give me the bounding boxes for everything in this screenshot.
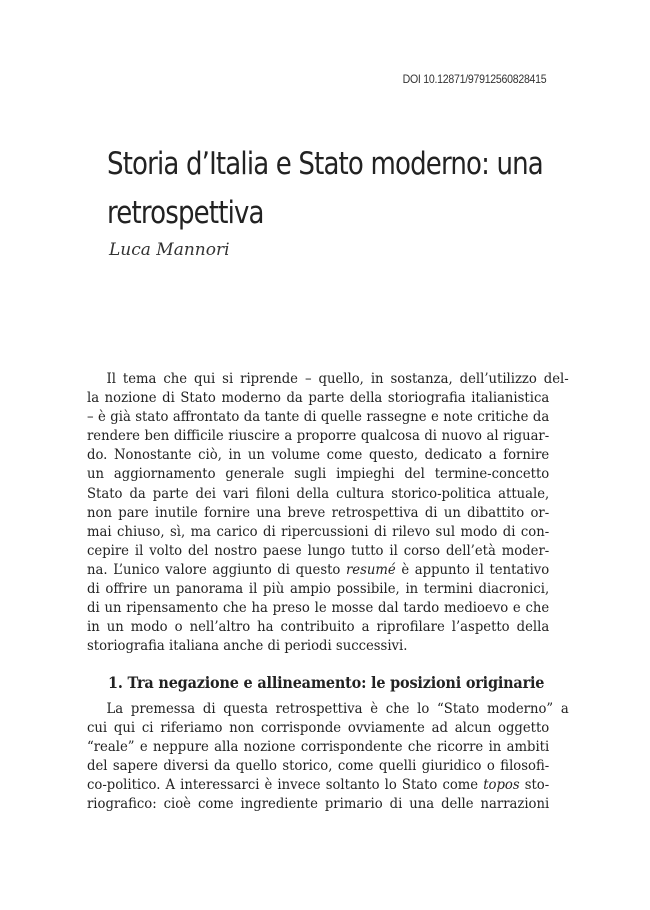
text-line: mai chiuso, sì, ma carico di ripercussioni di rilevo sul modo di con- (87, 523, 550, 540)
title-line-1: Storia d’Italia e Stato moderno: una (107, 146, 543, 182)
italic-term: resumé (345, 561, 396, 578)
text-line: del sapere diversi da quello storico, come quelli giuridico o filosofi- (87, 758, 550, 775)
text-segment: sto- (519, 777, 550, 794)
text-line: cui qui ci riferiamo non corrisponde ovviamente ad alcun oggetto (87, 720, 550, 737)
paragraph-intro (87, 370, 569, 656)
text-line: in un modo o nell’altro ha contribuito a riprofilare l’aspetto della (87, 619, 550, 636)
text-line: riografico: cioè come ingrediente primario di una delle narrazioni (87, 796, 550, 813)
italic-term: topos (483, 777, 520, 794)
doi-identifier: DOI 10.12871/97912560828415 (402, 72, 546, 86)
text-line: non pare inutile fornire una breve retrospettiva di un dibattito or- (87, 504, 550, 521)
text-line: do. Nonostante ciò, in un volume come questo, dedicato a fornire (87, 447, 550, 464)
text-line: – è già stato affrontato da tante di quelle rassegne e note critiche da (87, 409, 550, 426)
text-line: di un ripensamento che ha preso le mosse dal tardo medioevo e che (87, 600, 550, 617)
text-line: storiografia italiana anche di periodi successivi. (87, 638, 408, 655)
text-segment: co-politico. A interessarci è invece soltanto lo Stato come (87, 777, 484, 794)
text-line: un aggiornamento generale sugli impieghi del termine-concetto (87, 466, 550, 483)
article-title (107, 140, 543, 238)
section-heading: 1. Tra negazione e allineamento: le posizioni originarie (108, 673, 545, 692)
text-line: cepire il volto del nostro paese lungo tutto il corso dell’età moder- (87, 542, 550, 559)
text-line: rendere ben difficile riuscire a proporre qualcosa di nuovo al riguar- (87, 428, 550, 445)
text-line: di offrire un panorama il più ampio possibile, in termini diacronici, (87, 581, 550, 598)
text-line-mixed (87, 776, 549, 795)
text-line: Stato da parte dei vari filoni della cultura storico-politica attuale, (87, 485, 550, 502)
text-segment: è appunto il tentativo (395, 561, 550, 578)
text-line-mixed (87, 561, 549, 580)
text-line: La premessa di questa retrospettiva è che lo “Stato moderno” a (106, 701, 569, 717)
title-line-2: retrospettiva (107, 195, 264, 231)
paragraph-section-1 (87, 700, 569, 815)
author-name: Luca Mannori (109, 240, 230, 260)
text-line: “reale” e neppure alla nozione corrispondente che ricorre in ambiti (87, 739, 550, 756)
text-line: la nozione di Stato moderno da parte della storiografia italianistica (87, 390, 550, 407)
text-line: Il tema che qui si riprende – quello, in sostanza, dell’utilizzo del- (106, 371, 569, 387)
text-segment: na. L’unico valore aggiunto di questo (87, 561, 346, 578)
